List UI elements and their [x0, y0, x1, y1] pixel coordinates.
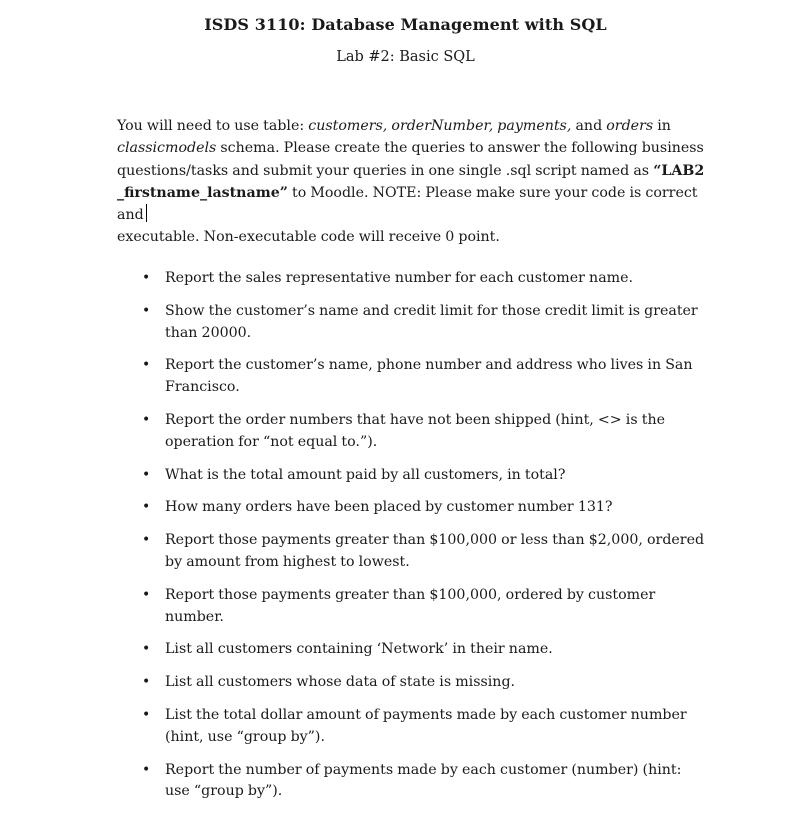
bullet-icon: •: [142, 411, 151, 428]
bullet-icon: •: [142, 270, 151, 286]
bullet-icon: •: [142, 641, 151, 658]
task-text: Report the order numbers that have not been shipped (hint, <> is the operation for “not equal to.”).: [165, 411, 665, 450]
task-text: Report those payments greater than $100,000, ordered by customer number.: [165, 586, 656, 625]
task-item: [0, 355, 710, 399]
document-title: ISDS 3110: Database Management with SQL: [204, 15, 607, 34]
bullet-icon: •: [142, 761, 151, 778]
intro-text: schema. Please create the queries to answer the following business questions/tasks and submit your queries in one single .sql script named as: [117, 140, 704, 179]
lab-subtitle: Lab #2: Basic SQL: [336, 49, 475, 65]
task-text: What is the total amount paid by all customers, in total?: [165, 466, 566, 483]
intro-text: to Moodle. NOTE: Please make sure your code is correct and: [117, 184, 698, 224]
task-item: [0, 705, 710, 749]
bullet-icon: •: [142, 357, 151, 374]
task-text: Report the sales representative number for each customer name.: [165, 270, 634, 286]
task-item: [0, 530, 710, 574]
task-item: [0, 672, 710, 694]
task-text: How many orders have been placed by customer number 131?: [165, 499, 613, 516]
task-text: List all customers containing ‘Network’ in their name.: [165, 641, 553, 658]
task-item: [0, 268, 710, 290]
intro-text: in: [653, 118, 671, 134]
task-item: [0, 760, 710, 804]
bullet-icon: •: [142, 586, 151, 603]
task-item: [0, 301, 710, 345]
intro-text: executable. Non-executable code will receive 0 point.: [117, 229, 500, 246]
task-text: Report the number of payments made by each customer (number) (hint: use “group by”).: [165, 761, 682, 800]
text-cursor: [146, 204, 147, 222]
bullet-icon: •: [142, 499, 151, 516]
task-item: [0, 639, 710, 661]
task-text: List the total dollar amount of payments made by each customer number (hint, use “group by”).: [165, 706, 687, 745]
bullet-icon: •: [142, 466, 151, 483]
task-list: [0, 268, 811, 814]
task-item: [0, 410, 710, 454]
bullet-icon: •: [142, 532, 151, 549]
bullet-icon: •: [142, 302, 151, 319]
instructions-paragraph: [117, 115, 707, 249]
task-item: [0, 585, 710, 629]
bullet-icon: •: [142, 674, 151, 691]
task-text: List all customers whose data of state is missing.: [165, 674, 516, 691]
table-name-orders: orders: [606, 118, 654, 134]
task-item: [0, 465, 710, 487]
intro-text: You will need to use table:: [117, 118, 309, 134]
intro-text: and: [571, 118, 607, 134]
table-list: customers, orderNumber, payments,: [308, 118, 572, 134]
task-text: Report those payments greater than $100,000 or less than $2,000, ordered by amount from highest to lowest.: [165, 532, 705, 570]
script-filename: “LAB2 _firstname_lastname”: [117, 162, 705, 201]
schema-name: classicmodels: [117, 140, 217, 157]
task-text: Report the customer’s name, phone number and address who lives in San Francisco.: [165, 357, 693, 396]
task-item: [0, 497, 710, 519]
task-text: Show the customer’s name and credit limit for those credit limit is greater than 20000.: [165, 302, 698, 341]
bullet-icon: •: [142, 706, 151, 723]
